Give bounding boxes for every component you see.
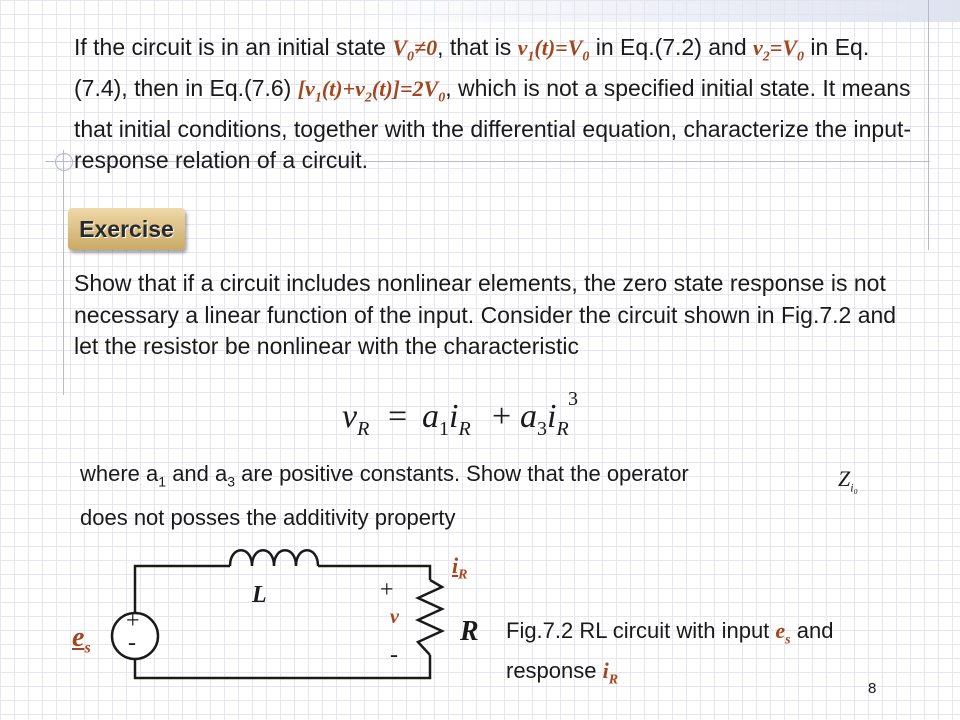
source-label: $e_s$ (72, 622, 91, 657)
wire-top-left (135, 566, 230, 612)
text: If the circuit is in an initial state (74, 34, 393, 60)
eq-term2: $a_3i_R$ (520, 398, 569, 440)
operator-symbol: $Z_{i_0}$ (838, 466, 858, 495)
figure-caption: Fig.7.2 RL circuit with input $e_s$ and response $i_R$ (506, 618, 834, 688)
voltage-minus: - (390, 642, 398, 668)
voltage-plus: + (380, 577, 394, 603)
paragraph-additivity: does not posses the additivity property (80, 505, 456, 530)
resistor-zigzag (418, 580, 442, 655)
math-sum: $[v_1(t)+v_2(t)]=2V_0$ (297, 75, 446, 106)
inductor-coil (230, 550, 318, 566)
math-v2: $v_2=V_0$ (753, 35, 805, 65)
source-minus: - (128, 630, 136, 656)
source-plus: + (126, 608, 140, 634)
paragraph-where: where $a_1$ and $a_3$ are positive constants. Show that the operator (80, 461, 689, 490)
page-number: 8 (868, 680, 877, 697)
caption-math-ir: $i_R$ (602, 658, 619, 688)
caption-math-es: $e_s$ (775, 618, 791, 648)
math-v0: $V_0\ne 0$ (392, 35, 438, 65)
voltage-label: v (390, 606, 399, 628)
eq-term1: $a_1i_R$ (422, 398, 471, 440)
text: in Eq. (7.4), then in Eq.(7.6) (74, 34, 870, 101)
eq-exponent: 3 (568, 388, 578, 410)
wire-bottom (135, 655, 430, 678)
text: in Eq.(7.2) and (589, 34, 754, 60)
eq-plus: + (492, 398, 512, 435)
paragraph-exercise: Show that if a circuit includes nonlinear elements, the zero state response is not necessary a linear function of the input. Consider the circuit shown in Fig.7.2 and let the resistor be nonlinear with the characteristic (74, 270, 897, 359)
math-v1: $v_1(t)=V_0$ (517, 35, 590, 65)
current-label: $i_R$ (452, 553, 468, 583)
resistor-label: R (460, 616, 479, 647)
text: , that is (437, 34, 518, 60)
wire-top-right (318, 566, 430, 580)
exercise-badge: Exercise (68, 208, 185, 250)
inductor-label: L (252, 582, 267, 608)
eq-equals: = (388, 398, 408, 435)
text: , which is not a specified initial state. It means that initial conditions, together with the differential equation, characterize the input-response relation of a circuit. (74, 74, 912, 174)
eq-lhs: $v_R$ (342, 398, 370, 440)
